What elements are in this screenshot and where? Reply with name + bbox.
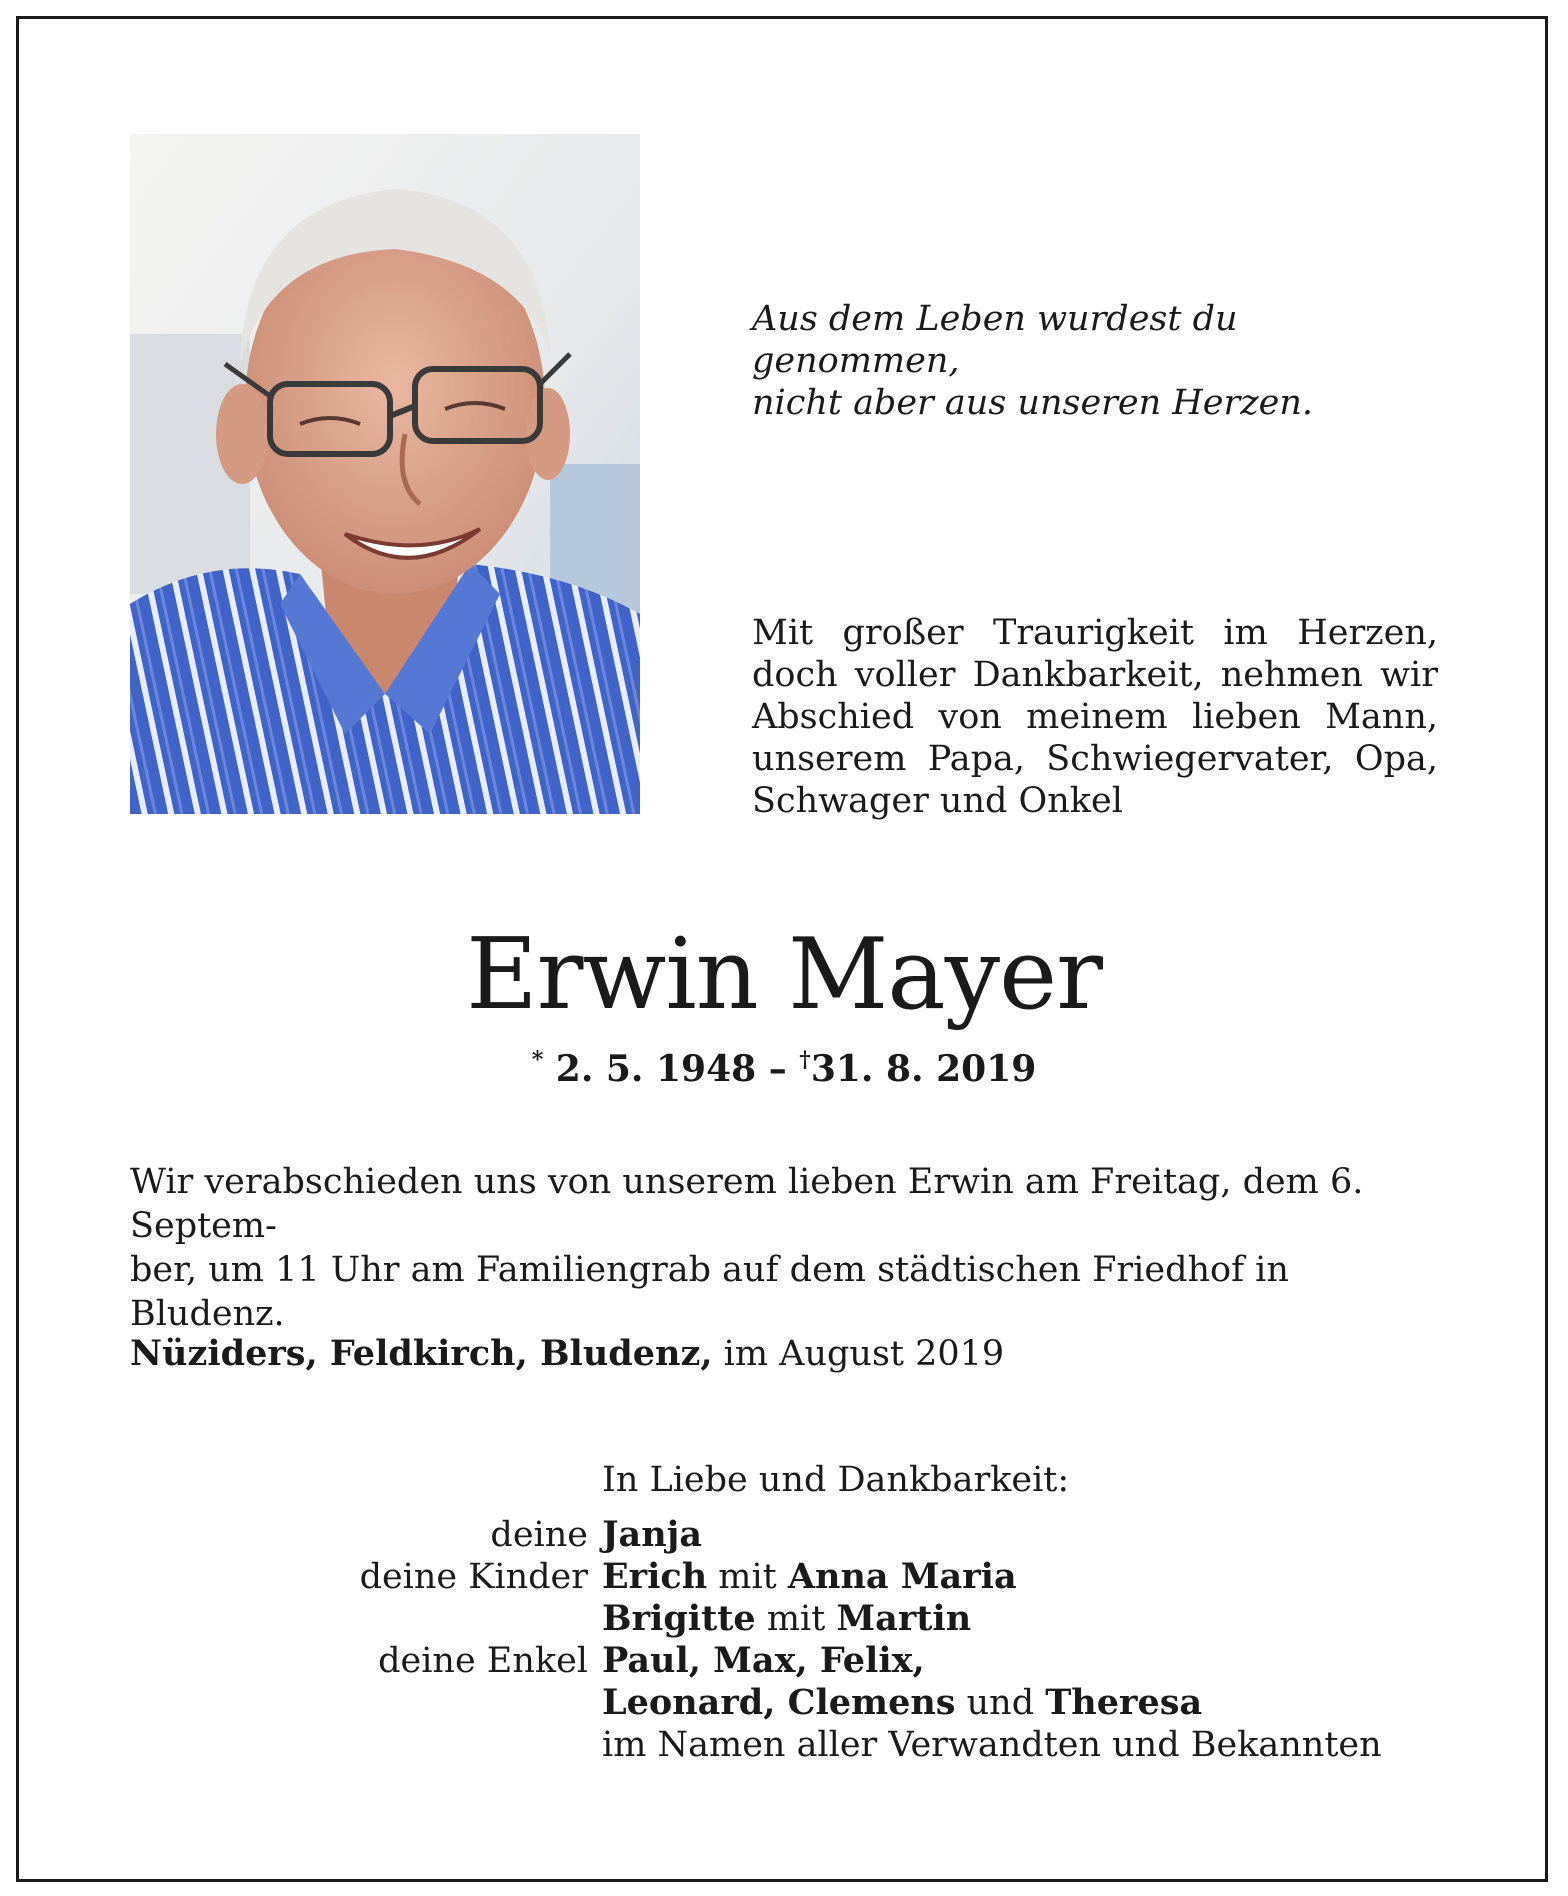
signature-connector: im Namen aller Verwandten und Bekannten (602, 1725, 1382, 1765)
place-date-line (130, 1332, 1430, 1376)
signature-row (0, 1556, 1568, 1598)
signatures-list (0, 1514, 1568, 1766)
motto-line: Aus dem Leben wurdest du genommen, (752, 299, 1238, 381)
signature-name: Janja (602, 1514, 703, 1555)
signature-name: Erich (602, 1556, 708, 1597)
signature-name: Leonard, Clemens (602, 1682, 956, 1723)
funeral-line: Wir verabschieden uns von unserem lieben Erwin am Freitag, dem 6. Septem- (130, 1162, 1364, 1246)
place-date: im August 2019 (723, 1334, 1005, 1374)
intro-text (752, 612, 1438, 822)
deceased-name: Erwin Mayer (466, 918, 1102, 1032)
signature-name: Theresa (1045, 1682, 1203, 1723)
signature-names (602, 1724, 1382, 1766)
signature-name: Paul, Max, Felix, (602, 1640, 925, 1681)
signature-relation-label: deine Kinder (359, 1557, 588, 1597)
intro-line: unserem Papa, Schwiegervater, Opa, (752, 739, 1438, 779)
death-date: 31. 8. 2019 (810, 1048, 1037, 1090)
signature-connector: und (955, 1683, 1046, 1723)
signature-names (602, 1640, 925, 1682)
signature-row (0, 1640, 1568, 1682)
signature-names (602, 1556, 1017, 1598)
birth-symbol: * (531, 1047, 544, 1073)
signature-relation-label: deine Enkel (378, 1641, 588, 1681)
funeral-line: ber, um 11 Uhr am Familiengrab auf dem städtischen Friedhof in Bludenz. (130, 1250, 1289, 1334)
intro-line: Mit großer Traurigkeit im Herzen, (752, 613, 1438, 653)
signatures-heading: In Liebe und Dankbarkeit: (602, 1460, 1070, 1500)
signature-name: Brigitte (602, 1598, 756, 1639)
signature-names (602, 1682, 1202, 1724)
signature-name: Martin (836, 1598, 972, 1639)
life-dates (0, 1038, 1568, 1091)
funeral-notice (130, 1160, 1438, 1336)
signature-row (0, 1598, 1568, 1640)
signature-name: Anna Maria (787, 1556, 1017, 1597)
motto-line: nicht aber aus unseren Herzen. (752, 383, 1314, 423)
portrait-photo (130, 134, 640, 814)
signature-names (602, 1514, 702, 1556)
date-separator: – (768, 1048, 787, 1090)
signature-connector: mit (755, 1599, 837, 1639)
intro-line: Schwager und Onkel (752, 781, 1123, 821)
signature-relation-label: deine (490, 1515, 588, 1555)
signature-names (602, 1598, 971, 1640)
place-towns: Nüziders, Feldkirch, Bludenz, (130, 1333, 713, 1374)
signature-row (0, 1724, 1568, 1766)
birth-date: 2. 5. 1948 (555, 1048, 757, 1090)
signature-connector: mit (707, 1557, 788, 1597)
death-symbol: † (799, 1047, 811, 1073)
intro-line: Abschied von meinem lieben Mann, (752, 697, 1438, 737)
signature-row (0, 1514, 1568, 1556)
motto-quote (752, 298, 1452, 424)
signature-row (0, 1682, 1568, 1724)
intro-line: doch voller Dankbarkeit, nehmen wir (752, 655, 1438, 695)
